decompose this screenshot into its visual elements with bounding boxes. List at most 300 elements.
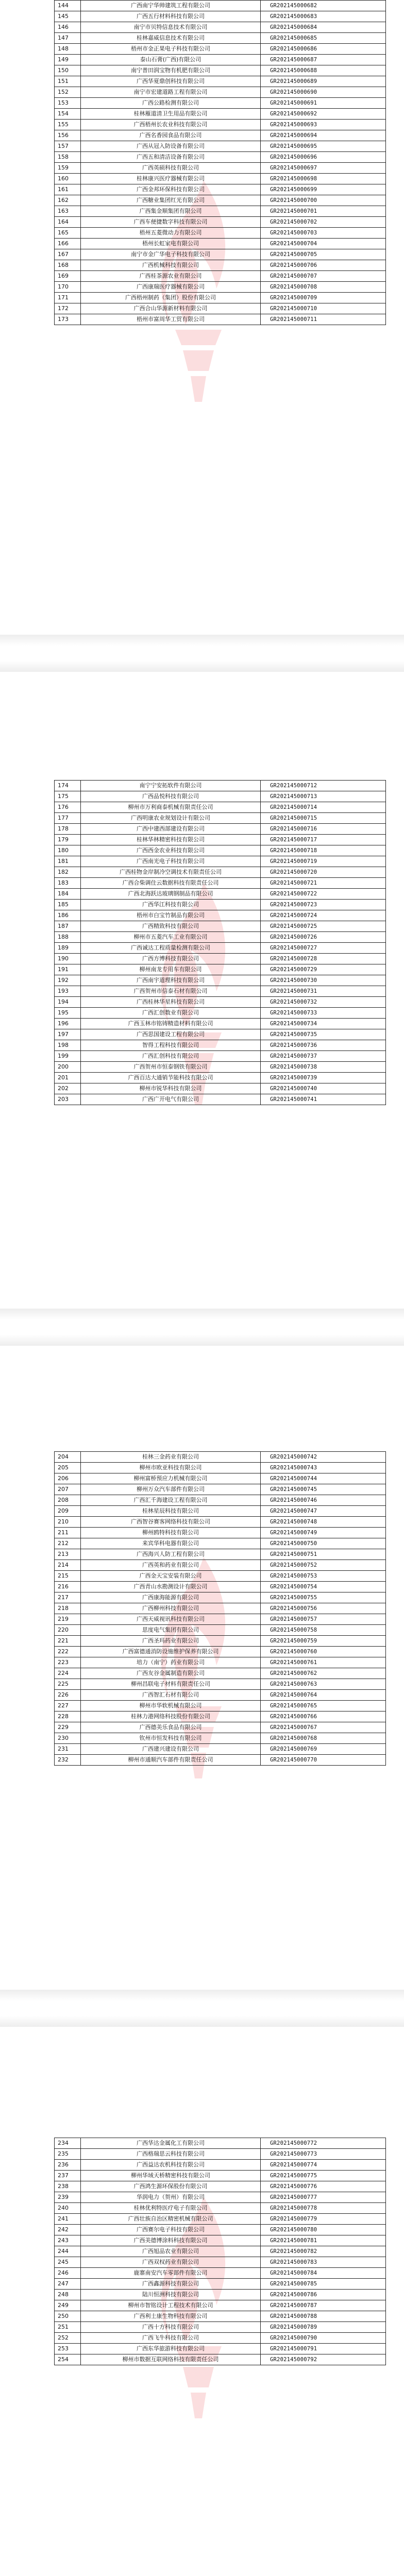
- table-row: [55, 1560, 386, 1571]
- table-row: [55, 44, 386, 55]
- row-number: 156: [55, 130, 81, 141]
- table-row: [55, 813, 386, 824]
- row-number: 146: [55, 22, 81, 33]
- certificate-number: GR202145000691: [261, 98, 386, 109]
- company-name: 柳州华域天桥精密科技有限公司: [81, 2171, 261, 2181]
- certificate-number: GR202145000709: [261, 293, 386, 303]
- document-page-3: [0, 1346, 404, 2015]
- row-number: 192: [55, 975, 81, 986]
- company-name: 广西百达大通销节能科技有限公司: [81, 1073, 261, 1083]
- table-row: [55, 1073, 386, 1083]
- row-number: 201: [55, 1073, 81, 1083]
- row-number: 225: [55, 1679, 81, 1690]
- certificate-number: GR202145000734: [261, 1019, 386, 1029]
- table-row: [55, 2225, 386, 2235]
- row-number: 171: [55, 293, 81, 303]
- company-name: 广西南光电子科技有限公司: [81, 856, 261, 867]
- enterprise-table-page-2: [54, 780, 386, 1105]
- company-name: 陆川恒洲科技有限公司: [81, 2290, 261, 2300]
- company-name: 广西德美乐食品有限公司: [81, 1722, 261, 1733]
- table-row: [55, 217, 386, 228]
- table-row: [55, 1062, 386, 1073]
- certificate-number: GR202145000752: [261, 1560, 386, 1571]
- certificate-number: GR202145000753: [261, 1571, 386, 1582]
- table-row: [55, 2214, 386, 2225]
- certificate-number: GR202145000756: [261, 1603, 386, 1614]
- row-number: 210: [55, 1517, 81, 1528]
- row-number: 195: [55, 1008, 81, 1019]
- table-row: [55, 1008, 386, 1019]
- company-name: 广西华江科技有限公司: [81, 900, 261, 910]
- company-name: 南宁市金广华电子科技有限公司: [81, 249, 261, 260]
- row-number: 147: [55, 33, 81, 44]
- company-name: 广西糖业集团红光有限公司: [81, 195, 261, 206]
- table-row: [55, 1083, 386, 1094]
- certificate-number: GR202145000740: [261, 1083, 386, 1094]
- table-row: [55, 141, 386, 152]
- row-number: 158: [55, 152, 81, 163]
- row-number: 181: [55, 856, 81, 867]
- table-row: [55, 1029, 386, 1040]
- certificate-number: GR202145000754: [261, 1582, 386, 1592]
- row-number: 155: [55, 120, 81, 130]
- table-row: [55, 2300, 386, 2311]
- certificate-number: GR202145000700: [261, 195, 386, 206]
- company-name: 广西桂林华星科技有限公司: [81, 997, 261, 1008]
- certificate-number: GR202145000748: [261, 1517, 386, 1528]
- company-name: 广西中建西部建设有限公司: [81, 824, 261, 835]
- company-name: 广西壮族自治区精密机械有限公司: [81, 2214, 261, 2225]
- company-name: 广西鸿生源环保股份有限公司: [81, 2181, 261, 2192]
- table-row: [55, 2160, 386, 2171]
- company-name: 广西友谷金属制造有限公司: [81, 1668, 261, 1679]
- table-row: [55, 2138, 386, 2149]
- table-row: [55, 1625, 386, 1636]
- table-row: [55, 1549, 386, 1560]
- company-name: 广西贺州市信泰石材有限公司: [81, 986, 261, 997]
- company-name: 梧州市富周华工贸有限公司: [81, 314, 261, 325]
- row-number: 163: [55, 206, 81, 217]
- certificate-number: GR202145000791: [261, 2344, 386, 2354]
- certificate-number: GR202145000779: [261, 2214, 386, 2225]
- certificate-number: GR202145000712: [261, 781, 386, 791]
- table-row: [55, 11, 386, 22]
- table-row: [55, 184, 386, 195]
- company-name: 柳州南龙专用车有限公司: [81, 964, 261, 975]
- company-name: 广西汇创科技有限公司: [81, 1051, 261, 1062]
- row-number: 237: [55, 2171, 81, 2181]
- company-name: 广西集金顺集团有限公司: [81, 206, 261, 217]
- certificate-number: GR202145000738: [261, 1062, 386, 1073]
- table-row: [55, 228, 386, 239]
- row-number: 160: [55, 174, 81, 184]
- certificate-number: GR202145000724: [261, 910, 386, 921]
- row-number: 215: [55, 1571, 81, 1582]
- company-name: 广西明康农业规划设计有限公司: [81, 813, 261, 824]
- company-name: 广西北海跃达玻璃钢制品有限公司: [81, 889, 261, 900]
- certificate-number: GR202145000692: [261, 109, 386, 120]
- company-name: 广西诚达工程质量检测有限公司: [81, 943, 261, 954]
- certificate-number: GR202145000693: [261, 120, 386, 130]
- row-number: 252: [55, 2333, 81, 2344]
- row-number: 208: [55, 1495, 81, 1506]
- company-name: 广西海兴人防工程有限公司: [81, 1549, 261, 1560]
- certificate-number: GR202145000696: [261, 152, 386, 163]
- row-number: 164: [55, 217, 81, 228]
- company-name: 柳州市五菱汽车工业有限公司: [81, 932, 261, 943]
- company-name: 广西南宇道理科技有限公司: [81, 975, 261, 986]
- row-number: 206: [55, 1473, 81, 1484]
- table-row: [55, 120, 386, 130]
- certificate-number: GR202145000790: [261, 2333, 386, 2344]
- row-number: 157: [55, 141, 81, 152]
- company-name: 梧州市金正果电子科技有限公司: [81, 44, 261, 55]
- table-row: [55, 1657, 386, 1668]
- company-name: 广西利士康生物科技有限公司: [81, 2311, 261, 2322]
- certificate-number: GR202145000788: [261, 2311, 386, 2322]
- company-name: 广西梧州制药（集团）股份有限公司: [81, 293, 261, 303]
- row-number: 224: [55, 1668, 81, 1679]
- company-name: 广西飞牛科技有限公司: [81, 2333, 261, 2344]
- company-name: 广西柳州科技有限公司: [81, 1603, 261, 1614]
- table-row: [55, 33, 386, 44]
- table-row: [55, 303, 386, 314]
- certificate-number: GR202145000685: [261, 33, 386, 44]
- row-number: 176: [55, 802, 81, 813]
- certificate-number: GR202145000703: [261, 228, 386, 239]
- certificate-number: GR202145000684: [261, 22, 386, 33]
- certificate-number: GR202145000698: [261, 174, 386, 184]
- table-row: [55, 206, 386, 217]
- row-number: 188: [55, 932, 81, 943]
- row-number: 243: [55, 2235, 81, 2246]
- table-row: [55, 1679, 386, 1690]
- table-row: [55, 1744, 386, 1755]
- table-row: [55, 900, 386, 910]
- company-name: 广西南宁华帅建筑工程有限公司: [81, 1, 261, 11]
- company-name: 柳州市智铭设计工程技术有限公司: [81, 2300, 261, 2311]
- company-name: 广西金天宝安装有限公司: [81, 1571, 261, 1582]
- company-name: 梧州五菱微动力有限公司: [81, 228, 261, 239]
- company-name: 柳州市万利商泰机械有限责任公司: [81, 802, 261, 813]
- certificate-number: GR202145000713: [261, 791, 386, 802]
- company-name: 广西西金农业科技有限公司: [81, 845, 261, 856]
- certificate-number: GR202145000730: [261, 975, 386, 986]
- table-row: [55, 943, 386, 954]
- row-number: 184: [55, 889, 81, 900]
- row-number: 197: [55, 1029, 81, 1040]
- row-number: 177: [55, 813, 81, 824]
- certificate-number: GR202145000731: [261, 986, 386, 997]
- table-row: [55, 1094, 386, 1105]
- row-number: 207: [55, 1484, 81, 1495]
- table-row: [55, 1, 386, 11]
- table-row: [55, 1722, 386, 1733]
- company-name: 广西智汇石材有限公司: [81, 1690, 261, 1701]
- company-name: 广西益达农机科技有限公司: [81, 2160, 261, 2171]
- certificate-number: GR202145000718: [261, 845, 386, 856]
- document-page-2: [0, 672, 404, 1342]
- table-row: [55, 856, 386, 867]
- certificate-number: GR202145000758: [261, 1625, 386, 1636]
- row-number: 196: [55, 1019, 81, 1029]
- table-row: [55, 1528, 386, 1538]
- company-name: 广西鑫源科技有限公司: [81, 2279, 261, 2290]
- company-name: 柳州市通顺汽车部件有限责任公司: [81, 1755, 261, 1766]
- company-name: 广西桂物金岸制冷空调技术有限责任公司: [81, 867, 261, 878]
- certificate-number: GR202145000774: [261, 2160, 386, 2171]
- table-row: [55, 2203, 386, 2214]
- certificate-number: GR202145000737: [261, 1051, 386, 1062]
- table-row: [55, 239, 386, 249]
- row-number: 213: [55, 1549, 81, 1560]
- table-row: [55, 1506, 386, 1517]
- row-number: 204: [55, 1452, 81, 1463]
- certificate-number: GR202145000725: [261, 921, 386, 932]
- company-name: 广西车便捷数字科技有限公司: [81, 217, 261, 228]
- certificate-number: GR202145000687: [261, 55, 386, 65]
- company-name: 培力（南宁）药业有限公司: [81, 1657, 261, 1668]
- table-row: [55, 174, 386, 184]
- table-row: [55, 1473, 386, 1484]
- company-name: 广西精致科技有限公司: [81, 921, 261, 932]
- certificate-number: GR202145000688: [261, 65, 386, 76]
- row-number: 144: [55, 1, 81, 11]
- certificate-number: GR202145000780: [261, 2225, 386, 2235]
- row-number: 200: [55, 1062, 81, 1073]
- row-number: 203: [55, 1094, 81, 1105]
- certificate-number: GR202145000729: [261, 964, 386, 975]
- certificate-number: GR202145000711: [261, 314, 386, 325]
- row-number: 162: [55, 195, 81, 206]
- certificate-number: GR202145000755: [261, 1592, 386, 1603]
- company-name: 广西方博科技有限公司: [81, 954, 261, 964]
- table-row: [55, 314, 386, 325]
- table-row: [55, 1463, 386, 1473]
- certificate-number: GR202145000762: [261, 1668, 386, 1679]
- page-break: [0, 635, 404, 672]
- row-number: 180: [55, 845, 81, 856]
- company-name: 桂林华林精密科技有限公司: [81, 835, 261, 845]
- row-number: 245: [55, 2257, 81, 2268]
- company-name: 广西建兴建设有限公司: [81, 1744, 261, 1755]
- row-number: 159: [55, 163, 81, 174]
- row-number: 191: [55, 964, 81, 975]
- table-row: [55, 1614, 386, 1625]
- certificate-number: GR202145000745: [261, 1484, 386, 1495]
- table-row: [55, 964, 386, 975]
- row-number: 178: [55, 824, 81, 835]
- table-row: [55, 2354, 386, 2365]
- table-row: [55, 163, 386, 174]
- table-row: [55, 1647, 386, 1657]
- company-name: 广西玉林市铭铸精造材料有限公司: [81, 1019, 261, 1029]
- table-row: [55, 22, 386, 33]
- row-number: 232: [55, 1755, 81, 1766]
- certificate-number: GR202145000763: [261, 1679, 386, 1690]
- document-page-4: [0, 2027, 404, 2576]
- row-number: 226: [55, 1690, 81, 1701]
- certificate-number: GR202145000776: [261, 2181, 386, 2192]
- table-row: [55, 87, 386, 98]
- table-row: [55, 260, 386, 271]
- table-row: [55, 1668, 386, 1679]
- table-row: [55, 954, 386, 964]
- table-row: [55, 889, 386, 900]
- certificate-number: GR202145000701: [261, 206, 386, 217]
- row-number: 153: [55, 98, 81, 109]
- certificate-number: GR202145000749: [261, 1528, 386, 1538]
- row-number: 242: [55, 2225, 81, 2235]
- table-row: [55, 1452, 386, 1463]
- company-name: 广西华达金属化工有限公司: [81, 2138, 261, 2149]
- row-number: 216: [55, 1582, 81, 1592]
- row-number: 231: [55, 1744, 81, 1755]
- table-row: [55, 1019, 386, 1029]
- row-number: 183: [55, 878, 81, 889]
- table-row: [55, 130, 386, 141]
- certificate-number: GR202145000783: [261, 2257, 386, 2268]
- certificate-number: GR202145000720: [261, 867, 386, 878]
- table-row: [55, 1755, 386, 1766]
- table-row: [55, 2181, 386, 2192]
- company-name: 广西合柴调住云数据科技有限责任公司: [81, 878, 261, 889]
- row-number: 217: [55, 1592, 81, 1603]
- certificate-number: GR202145000787: [261, 2300, 386, 2311]
- row-number: 248: [55, 2290, 81, 2300]
- table-row: [55, 1040, 386, 1051]
- row-number: 186: [55, 910, 81, 921]
- row-number: 205: [55, 1463, 81, 1473]
- company-name: 广西华夏鼎创科技有限公司: [81, 76, 261, 87]
- certificate-number: GR202145000781: [261, 2235, 386, 2246]
- table-row: [55, 1690, 386, 1701]
- table-row: [55, 282, 386, 293]
- company-name: 广西康海能源有限公司: [81, 1592, 261, 1603]
- company-name: 广西智谷赛客网络科技有限公司: [81, 1517, 261, 1528]
- company-name: 柳州鸥特科技有限公司: [81, 1528, 261, 1538]
- certificate-number: GR202145000716: [261, 824, 386, 835]
- row-number: 193: [55, 986, 81, 997]
- certificate-number: GR202145000710: [261, 303, 386, 314]
- company-name: 柳州市华软机械有限公司: [81, 1701, 261, 1711]
- table-row: [55, 1711, 386, 1722]
- certificate-number: GR202145000732: [261, 997, 386, 1008]
- table-row: [55, 55, 386, 65]
- certificate-number: GR202145000747: [261, 1506, 386, 1517]
- company-name: 桂林三金药业有限公司: [81, 1452, 261, 1463]
- row-number: 253: [55, 2344, 81, 2354]
- certificate-number: GR202145000765: [261, 1701, 386, 1711]
- table-row: [55, 65, 386, 76]
- company-name: 广西青山水勘测设计有限公司: [81, 1582, 261, 1592]
- table-row: [55, 249, 386, 260]
- table-row: [55, 910, 386, 921]
- row-number: 202: [55, 1083, 81, 1094]
- company-name: 广西美德博涂料科技有限公司: [81, 2235, 261, 2246]
- table-row: [55, 98, 386, 109]
- row-number: 254: [55, 2354, 81, 2365]
- certificate-number: GR202145000768: [261, 1733, 386, 1744]
- certificate-number: GR202145000706: [261, 260, 386, 271]
- company-name: 广西从冠入防设备有限公司: [81, 141, 261, 152]
- row-number: 212: [55, 1538, 81, 1549]
- certificate-number: GR202145000694: [261, 130, 386, 141]
- table-row: [55, 867, 386, 878]
- row-number: 230: [55, 1733, 81, 1744]
- table-row: [55, 293, 386, 303]
- row-number: 227: [55, 1701, 81, 1711]
- certificate-number: GR202145000773: [261, 2149, 386, 2160]
- certificate-number: GR202145000741: [261, 1094, 386, 1105]
- row-number: 234: [55, 2138, 81, 2149]
- table-row: [55, 932, 386, 943]
- row-number: 149: [55, 55, 81, 65]
- certificate-number: GR202145000772: [261, 2138, 386, 2149]
- table-row: [55, 997, 386, 1008]
- company-name: 华润电力（贺州）有限公司: [81, 2192, 261, 2203]
- enterprise-table-page-3: [54, 1451, 386, 1766]
- certificate-number: GR202145000746: [261, 1495, 386, 1506]
- row-number: 167: [55, 249, 81, 260]
- row-number: 247: [55, 2279, 81, 2290]
- certificate-number: GR202145000743: [261, 1463, 386, 1473]
- table-row: [55, 2311, 386, 2322]
- row-number: 172: [55, 303, 81, 314]
- company-name: 广西汇创数业有限公司: [81, 1008, 261, 1019]
- row-number: 238: [55, 2181, 81, 2192]
- company-name: 思度电气集团有限公司: [81, 1625, 261, 1636]
- company-name: 柳州昌联电子材料有限责任公司: [81, 1679, 261, 1690]
- row-number: 199: [55, 1051, 81, 1062]
- table-row: [55, 1582, 386, 1592]
- certificate-number: GR202145000715: [261, 813, 386, 824]
- enterprise-table-page-1: [54, 0, 386, 325]
- certificate-number: GR202145000767: [261, 1722, 386, 1733]
- certificate-number: GR202145000750: [261, 1538, 386, 1549]
- row-number: 194: [55, 997, 81, 1008]
- certificate-number: GR202145000722: [261, 889, 386, 900]
- certificate-number: GR202145000759: [261, 1636, 386, 1647]
- row-number: 179: [55, 835, 81, 845]
- certificate-number: GR202145000699: [261, 184, 386, 195]
- table-row: [55, 2171, 386, 2181]
- certificate-number: GR202145000751: [261, 1549, 386, 1560]
- company-name: 广西圣玛药业有限公司: [81, 1636, 261, 1647]
- company-name: 广西公路检测有限公司: [81, 98, 261, 109]
- company-name: 梧州长虹家电有限公司: [81, 239, 261, 249]
- row-number: 154: [55, 109, 81, 120]
- row-number: 220: [55, 1625, 81, 1636]
- certificate-number: GR202145000689: [261, 76, 386, 87]
- company-name: 广西汇千海建设工程有限公司: [81, 1495, 261, 1506]
- table-row: [55, 986, 386, 997]
- row-number: 152: [55, 87, 81, 98]
- row-number: 241: [55, 2214, 81, 2225]
- certificate-number: GR202145000682: [261, 1, 386, 11]
- company-name: 鹿寨南安汽车零部件有限公司: [81, 2268, 261, 2279]
- table-row: [55, 824, 386, 835]
- company-name: 广西桂茶源农业有限公司: [81, 271, 261, 282]
- row-number: 229: [55, 1722, 81, 1733]
- certificate-number: GR202145000770: [261, 1755, 386, 1766]
- document-page-1: [0, 0, 404, 634]
- table-row: [55, 921, 386, 932]
- company-name: 广西十方科技有限公司: [81, 2322, 261, 2333]
- certificate-number: GR202145000704: [261, 239, 386, 249]
- certificate-number: GR202145000739: [261, 1073, 386, 1083]
- row-number: 170: [55, 282, 81, 293]
